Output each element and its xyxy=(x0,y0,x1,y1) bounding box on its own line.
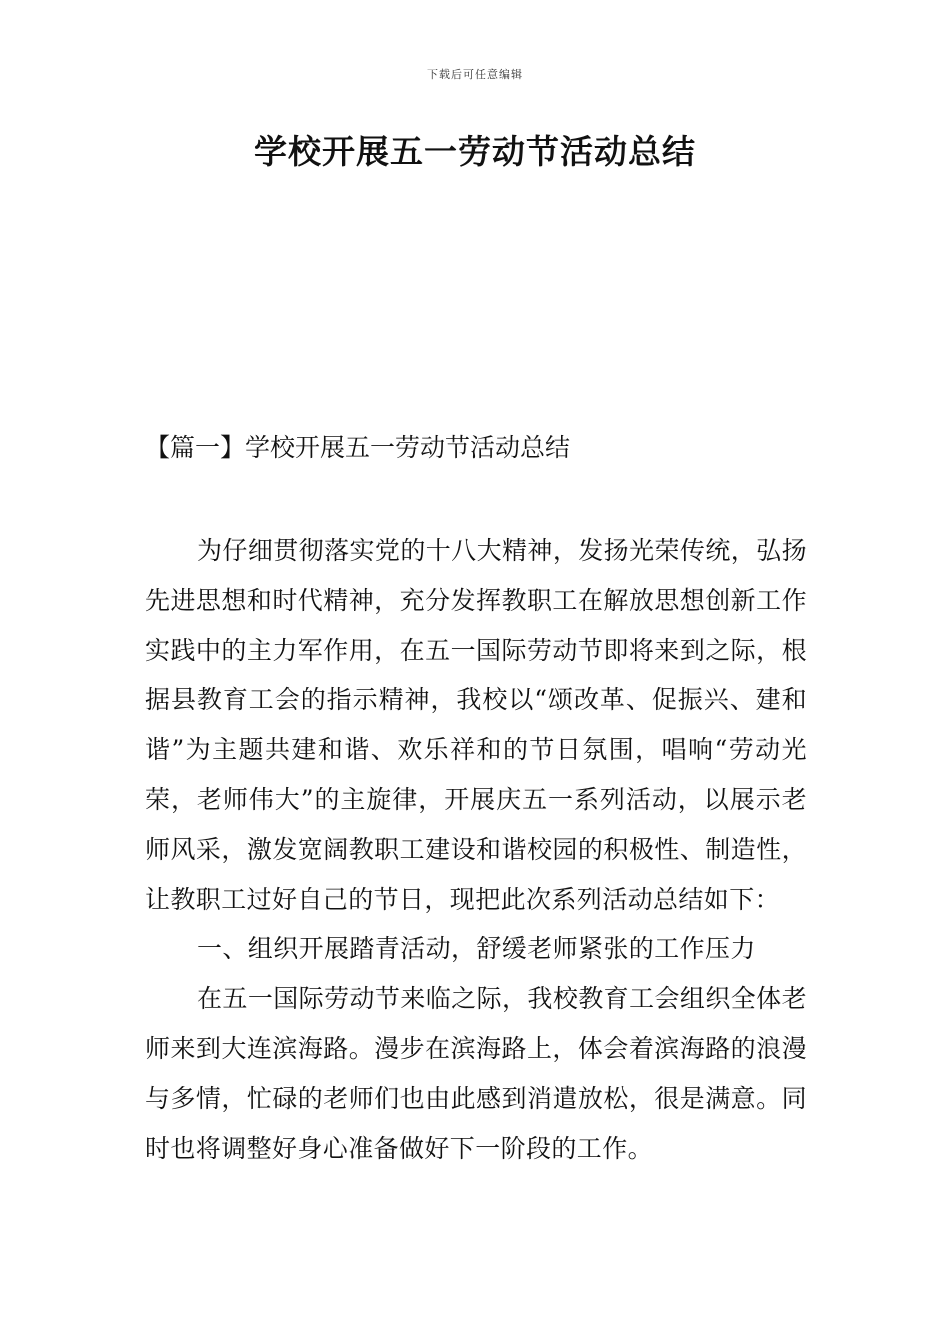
document-title: 学校开展五一劳动节活动总结 xyxy=(254,132,696,171)
body-paragraph: 为仔细贯彻落实党的十八大精神，发扬光荣传统，弘扬先进思想和时代精神，充分发挥教职工在解放思想创新工作实践中的主力军作用，在五一国际劳动节即将来到之际，根据县教育工会的指示精神，我校以“颂改革、促振兴、建和谐”为主题共建和谐、欢乐祥和的节日氛围，唱响“劳动光荣，老师伟大”的主旋律，开展庆五一系列活动，以展示老师风采，激发宽阔教职工建设和谐校园的积极性、制造性，让教职工过好自己的节日，现把此次系列活动总结如下： xyxy=(145,536,807,914)
document-body xyxy=(145,526,807,1173)
body-paragraph: 在五一国际劳动节来临之际，我校教育工会组织全体老师来到大连滨海路。漫步在滨海路上，体会着滨海路的浪漫与多情，忙碌的老师们也由此感到消遣放松，很是满意。同时也将调整好身心准备做好下一阶段的工作。 xyxy=(145,984,807,1163)
section-heading: 【篇一】学校开展五一劳动节活动总结 xyxy=(145,433,571,462)
body-paragraph: 一、组织开展踏青活动，舒缓老师紧张的工作压力 xyxy=(197,934,756,964)
header-note: 下载后可任意编辑 xyxy=(427,68,523,81)
